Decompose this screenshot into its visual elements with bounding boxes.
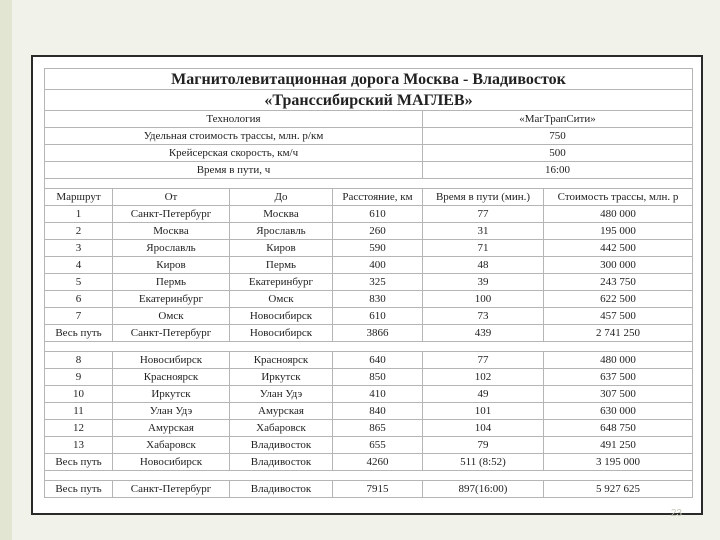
table-cell: 104 — [423, 420, 544, 437]
table-cell: 865 — [333, 420, 423, 437]
table-cell: 102 — [423, 369, 544, 386]
param-row — [45, 128, 693, 145]
table-cell: 491 250 — [544, 437, 693, 454]
param-row — [45, 145, 693, 162]
param-label: Удельная стоимость трассы, млн. р/км — [45, 128, 423, 145]
header-cell: Стоимость трассы, млн. р — [544, 189, 693, 206]
table-cell: 830 — [333, 291, 423, 308]
table-cell: 77 — [423, 206, 544, 223]
table-cell: Ярославль — [230, 223, 333, 240]
table-cell: Красноярск — [113, 369, 230, 386]
header-row — [45, 189, 693, 206]
section-1-rows — [45, 206, 693, 325]
total-cell: 439 — [423, 325, 544, 342]
total-row-2 — [45, 454, 693, 471]
table-cell: 13 — [45, 437, 113, 454]
total-cell: 7915 — [333, 481, 423, 498]
total-cell: Владивосток — [230, 481, 333, 498]
total-row-1 — [45, 325, 693, 342]
table-cell: 457 500 — [544, 308, 693, 325]
table-cell: 850 — [333, 369, 423, 386]
table-cell: Москва — [230, 206, 333, 223]
total-cell: Весь путь — [45, 481, 113, 498]
param-value: 16:00 — [423, 162, 693, 179]
table-cell: Хабаровск — [113, 437, 230, 454]
table-cell: 300 000 — [544, 257, 693, 274]
param-value: 750 — [423, 128, 693, 145]
table-row — [45, 308, 693, 325]
header-cell: До — [230, 189, 333, 206]
total-cell: Весь путь — [45, 454, 113, 471]
total-cell: 3866 — [333, 325, 423, 342]
blank-cell — [45, 179, 693, 189]
table-cell: Омск — [230, 291, 333, 308]
total-cell: Санкт-Петербург — [113, 325, 230, 342]
table-cell: 48 — [423, 257, 544, 274]
table-cell: Киров — [113, 257, 230, 274]
table-cell: 260 — [333, 223, 423, 240]
table-cell: Екатеринбург — [113, 291, 230, 308]
header-cell: Маршрут — [45, 189, 113, 206]
table-cell: 9 — [45, 369, 113, 386]
total-cell: Владивосток — [230, 454, 333, 471]
table-cell: 31 — [423, 223, 544, 240]
table-cell: 648 750 — [544, 420, 693, 437]
table-title: Магнитолевитационная дорога Москва - Владивосток — [45, 69, 693, 90]
total-cell: 4260 — [333, 454, 423, 471]
table-cell: Амурская — [113, 420, 230, 437]
table-cell: 307 500 — [544, 386, 693, 403]
table-cell: Иркутск — [230, 369, 333, 386]
table-cell: 79 — [423, 437, 544, 454]
table-cell: 2 — [45, 223, 113, 240]
table-cell: 590 — [333, 240, 423, 257]
param-label: Крейсерская скорость, км/ч — [45, 145, 423, 162]
header-cell: От — [113, 189, 230, 206]
table-cell: Улан Удэ — [230, 386, 333, 403]
table-row — [45, 386, 693, 403]
table-cell: Новосибирск — [230, 308, 333, 325]
title-row — [45, 69, 693, 90]
table-cell: 480 000 — [544, 206, 693, 223]
blank-row — [45, 471, 693, 481]
table-row — [45, 437, 693, 454]
table-cell: Ярославль — [113, 240, 230, 257]
table-cell: 7 — [45, 308, 113, 325]
table-cell: 49 — [423, 386, 544, 403]
table-cell: Амурская — [230, 403, 333, 420]
table-cell: Иркутск — [113, 386, 230, 403]
table-cell: 630 000 — [544, 403, 693, 420]
param-label: Технология — [45, 111, 423, 128]
table-cell: 71 — [423, 240, 544, 257]
blank-row — [45, 342, 693, 352]
table-cell: 100 — [423, 291, 544, 308]
table-cell: 11 — [45, 403, 113, 420]
table-cell: Пермь — [113, 274, 230, 291]
table-cell: Екатеринбург — [230, 274, 333, 291]
table-cell: 101 — [423, 403, 544, 420]
table-cell: 640 — [333, 352, 423, 369]
table-cell: 5 — [45, 274, 113, 291]
header-cell: Расстояние, км — [333, 189, 423, 206]
table-cell: Новосибирск — [113, 352, 230, 369]
param-value: «МагТрапСити» — [423, 111, 693, 128]
table-cell: 77 — [423, 352, 544, 369]
total-cell: Санкт-Петербург — [113, 481, 230, 498]
table-cell: 4 — [45, 257, 113, 274]
table-row — [45, 206, 693, 223]
table-cell: Улан Удэ — [113, 403, 230, 420]
table-cell: 195 000 — [544, 223, 693, 240]
table-cell: 400 — [333, 257, 423, 274]
table-row — [45, 257, 693, 274]
param-row — [45, 162, 693, 179]
table-cell: 39 — [423, 274, 544, 291]
table-cell: 655 — [333, 437, 423, 454]
table-cell: Пермь — [230, 257, 333, 274]
table-cell: 622 500 — [544, 291, 693, 308]
param-value: 500 — [423, 145, 693, 162]
table-cell: Красноярск — [230, 352, 333, 369]
header-cell: Время в пути (мин.) — [423, 189, 544, 206]
maglev-table — [44, 68, 693, 498]
table-cell: Киров — [230, 240, 333, 257]
table-cell: 480 000 — [544, 352, 693, 369]
slide-left-bar — [0, 0, 12, 540]
table-cell: Омск — [113, 308, 230, 325]
table-cell: 3 — [45, 240, 113, 257]
table-cell: Хабаровск — [230, 420, 333, 437]
table-cell: 840 — [333, 403, 423, 420]
table-row — [45, 223, 693, 240]
table-cell: 410 — [333, 386, 423, 403]
table-cell: 637 500 — [544, 369, 693, 386]
table-cell: Москва — [113, 223, 230, 240]
table-cell: 10 — [45, 386, 113, 403]
param-row — [45, 111, 693, 128]
spreadsheet-frame — [31, 55, 703, 515]
blank-cell — [45, 342, 693, 352]
total-cell: Новосибирск — [230, 325, 333, 342]
total-cell: 3 195 000 — [544, 454, 693, 471]
total-cell: Весь путь — [45, 325, 113, 342]
table-cell: 442 500 — [544, 240, 693, 257]
table-cell: 1 — [45, 206, 113, 223]
subtitle-row — [45, 90, 693, 111]
table-cell: 6 — [45, 291, 113, 308]
total-cell: Новосибирск — [113, 454, 230, 471]
table-row — [45, 291, 693, 308]
table-row — [45, 403, 693, 420]
table-subtitle: «Транссибирский МАГЛЕВ» — [45, 90, 693, 111]
blank-row — [45, 179, 693, 189]
total-cell: 511 (8:52) — [423, 454, 544, 471]
table-cell: 8 — [45, 352, 113, 369]
table-row — [45, 352, 693, 369]
table-row — [45, 420, 693, 437]
section-2-rows — [45, 352, 693, 454]
total-cell: 897(16:00) — [423, 481, 544, 498]
total-cell: 5 927 625 — [544, 481, 693, 498]
table-cell: Владивосток — [230, 437, 333, 454]
grand-total-row — [45, 481, 693, 498]
table-row — [45, 240, 693, 257]
table-cell: 610 — [333, 206, 423, 223]
param-label: Время в пути, ч — [45, 162, 423, 179]
table-cell: Санкт-Петербург — [113, 206, 230, 223]
table-row — [45, 369, 693, 386]
table-cell: 243 750 — [544, 274, 693, 291]
blank-cell — [45, 471, 693, 481]
table-row — [45, 274, 693, 291]
page-number: 23 — [670, 508, 682, 519]
table-cell: 325 — [333, 274, 423, 291]
table-cell: 12 — [45, 420, 113, 437]
table-cell: 610 — [333, 308, 423, 325]
total-cell: 2 741 250 — [544, 325, 693, 342]
table-cell: 73 — [423, 308, 544, 325]
